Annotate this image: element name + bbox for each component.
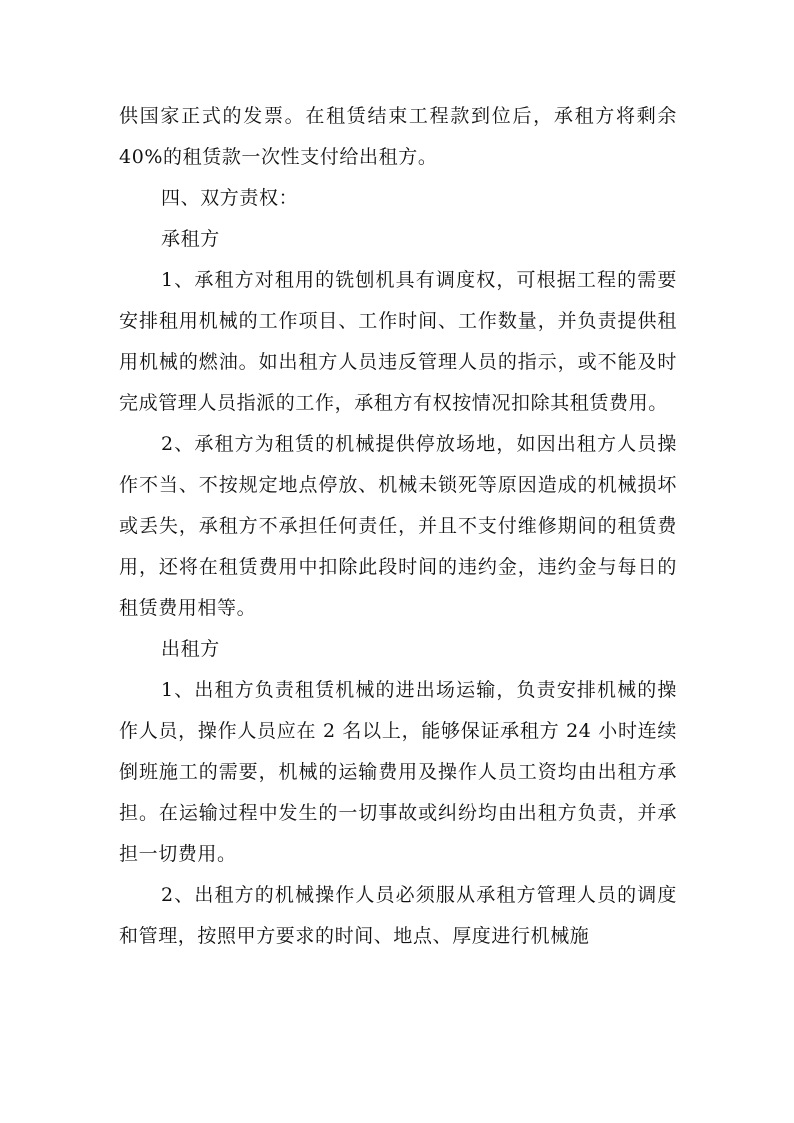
subheading-lessee: 承租方	[161, 228, 220, 250]
paragraph-lessee-clause-1: 1、承租方对租用的铣刨机具有调度权，可根据工程的需要安排租用机械的工作项目、工作时间、工作数量，并负责提供租用机械的燃油。如出租方人员违反管理人员的指示，或不能及时完成管理人员指派的工作，承租方有权按情况扣除其租赁费用。	[119, 269, 677, 414]
paragraph-invoice-payment: 供国家正式的发票。在租赁结束工程款到位后，承租方将剩余 40%的租赁款一次性支付给出租方。	[119, 105, 677, 168]
section-heading-rights-duties: 四、双方责权：	[161, 187, 299, 209]
subheading-lessor: 出租方	[161, 638, 220, 660]
paragraph-lessee-clause-2: 2、承租方为租赁的机械提供停放场地，如因出租方人员操作不当、不按规定地点停放、机械未锁死等原因造成的机械损坏或丢失，承租方不承担任何责任，并且不支付维修期间的租赁费用，还将在租赁费用中扣除此段时间的违约金，违约金与每日的租赁费用相等。	[119, 433, 677, 619]
paragraph-lessor-clause-1: 1、出租方负责租赁机械的进出场运输，负责安排机械的操作人员，操作人员应在 2 名以上，能够保证承租方 24 小时连续倒班施工的需要，机械的运输费用及操作人员工资均由出租方承担。在运输过程中发生的一切事故或纠纷均由出租方负责，并承担一切费用。	[119, 679, 677, 865]
document-body	[119, 96, 677, 957]
paragraph-lessor-clause-2: 2、出租方的机械操作人员必须服从承租方管理人员的调度和管理，按照甲方要求的时间、地点、厚度进行机械施	[119, 884, 677, 947]
